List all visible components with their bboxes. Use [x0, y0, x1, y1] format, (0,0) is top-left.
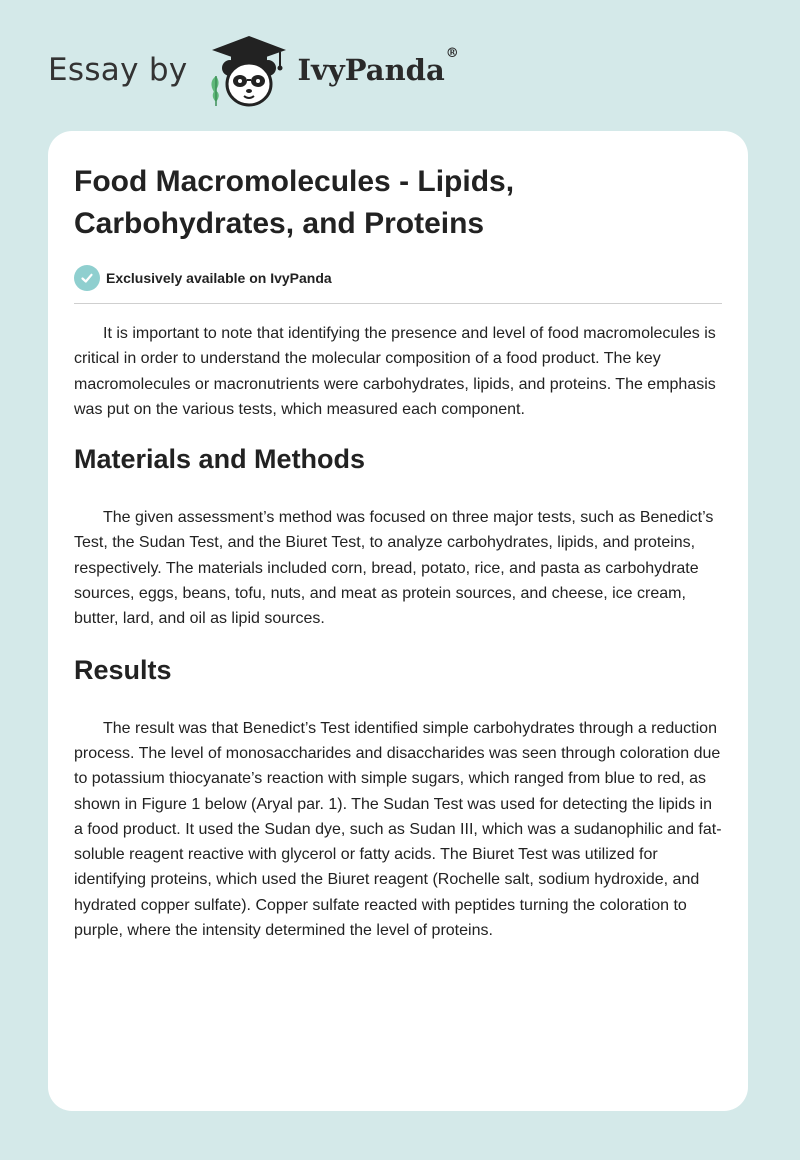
- section-heading-materials: Materials and Methods: [74, 444, 366, 475]
- exclusive-badge: [74, 265, 722, 291]
- section-heading-results: Results: [74, 654, 172, 685]
- intro-paragraph: It is important to note that identifying the presence and level of food macromolecules is critical in order to understand the molecular composition of a food product. The key macromolecules or macronutrients were carbohydrates, lipids, and proteins. The emphasis was put on the various tests, which measured each component.: [74, 325, 716, 418]
- exclusive-label: Exclusively available on IvyPanda: [106, 270, 332, 286]
- title-divider: [74, 303, 722, 304]
- essay-card: [48, 131, 748, 1111]
- essay-title: Food Macromolecules - Lipids, Carbohydrates, and Proteins: [74, 165, 515, 240]
- materials-paragraph: The given assessment’s method was focused on three major tests, such as Benedict’s Test, the Sudan Test, and the Biuret Test, to analyze carbohydrates, lipids, and proteins, respectively. The materials included corn, bread, potato, rice, and pasta as carbohydrate sources, eggs, beans, tofu, nuts, and meat as protein sources, and cheese, ice cream, butter, lard, and oil as lipid sources.: [74, 509, 714, 628]
- panda-mascot-icon: [206, 30, 292, 110]
- essay-by-label: Essay by: [48, 52, 188, 88]
- brand-logo-text: IvyPanda®: [297, 46, 459, 87]
- site-header: [48, 30, 459, 110]
- results-paragraph: The result was that Benedict’s Test identified simple carbohydrates through a reduction process. The level of monosaccharides and disaccharides was seen through coloration due to potassium thiocyanate’s reaction with simple sugars, which ranged from blue to red, as shown in Figure 1 below (Aryal par. 1). The Sudan Test was used for detecting the lipids in a food product. It used the Sudan dye, such as Sudan III, which was a sudanophilic and fat-soluble reagent reactive with glycerol or fatty acids. The Biuret Test was utilized for identifying proteins, which used the Biuret reagent (Rochelle salt, sodium hydroxide, and hydrated copper sulfate). Copper sulfate reacted with peptides turning the coloration to purple, where the intensity determined the level of proteins.: [74, 719, 722, 940]
- check-icon: [74, 265, 100, 291]
- essay-content: [74, 161, 722, 943]
